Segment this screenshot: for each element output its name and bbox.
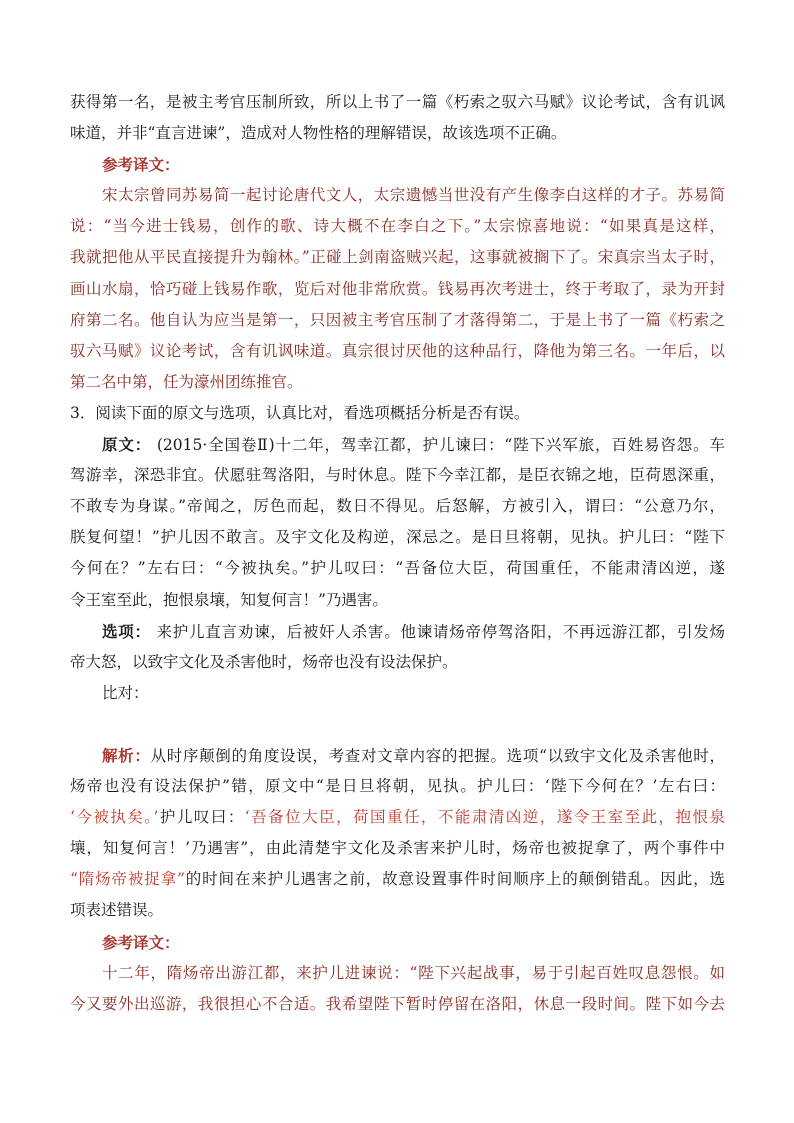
analysis-text: 从时序颠倒的角度设误，考查对文章内容的把握。选项“以致宇文化及杀害他时， bbox=[150, 746, 725, 765]
original-label: 原文： bbox=[102, 435, 152, 455]
compare-line bbox=[70, 678, 725, 709]
original-line: 今何在？”左右曰：“今被执矣。”护儿叹曰：“吾备位大臣，荷国重任，不能肃清凶逆，遂 bbox=[70, 559, 725, 578]
analysis-line bbox=[70, 802, 725, 833]
option-line bbox=[70, 616, 725, 647]
translation-1-heading bbox=[70, 149, 725, 180]
analysis-quote: ‘今被执矣。’ bbox=[70, 808, 159, 827]
translation-1-label: 参考译文： bbox=[102, 155, 180, 175]
analysis-line: 壤，知复何言！’乃遇害”，由此清楚宇文化及杀害来护儿时，炀帝也被捉拿了，两个事件中 bbox=[70, 839, 725, 858]
prev-analysis-line-2: 味道，并非“直言进谏”，造成对人物性格的理解错误，故该选项不正确。 bbox=[70, 124, 567, 143]
translation-2-heading bbox=[70, 927, 725, 958]
document-page bbox=[70, 87, 725, 1020]
translation-1-line: 宋太宗曾同苏易简一起讨论唐代文人，太宗遗憾当世没有产生像李白这样的才子。苏易简 bbox=[102, 186, 725, 205]
question-3-heading: 3．阅读下面的原文与选项，认真比对，看选项概括分析是否有误。 bbox=[70, 403, 530, 422]
analysis-line bbox=[70, 740, 725, 771]
original-line: 不敢专为身谋。”帝闻之，厉色而起，数日不得见。后怒解，方被引入，谓曰：“公意乃尔， bbox=[70, 497, 725, 516]
analysis-label: 解析： bbox=[102, 745, 151, 765]
translation-1-line: 说：“当今进士钱易，创作的歌、诗大概不在李白之下。”太宗惊喜地说：“如果真是这样， bbox=[70, 217, 725, 236]
answer-blank-space bbox=[70, 709, 725, 740]
option-label: 选项： bbox=[102, 621, 151, 641]
compare-label: 比对： bbox=[102, 683, 149, 702]
analysis-text: 护儿叹曰： bbox=[158, 808, 245, 827]
analysis-line: 项表述错误。 bbox=[70, 901, 164, 920]
analysis-line bbox=[70, 864, 725, 895]
translation-2-line: 今又要外出巡游，我很担心不合适。我希望陛下暂时停留在洛阳，休息一段时间。陛下如今去 bbox=[70, 994, 725, 1013]
analysis-text: 的时间在来护儿遇害之前，故意设置事件时间顺序上的颠倒错乱。因此，选 bbox=[184, 870, 725, 889]
prev-analysis-line-1: 获得第一名，是被主考官压制所致，所以上书了一篇《朽索之驭六马赋》议论考试，含有讥讽 bbox=[70, 93, 725, 111]
option-text: 来护儿直言劝谏，后被奸人杀害。他谏请炀帝停驾洛阳，不再远游江都，引发炀 bbox=[156, 622, 725, 641]
original-line: 驾游幸，深恐非宜。伏愿驻驾洛阳，与时休息。陛下今幸江都，是臣衣锦之地，臣荷恩深重， bbox=[70, 466, 725, 485]
original-line bbox=[70, 429, 725, 460]
translation-1-line: 画山水扇，恰巧碰上钱易作歌，览后对他非常欣赏。钱易再次考进士，终于考取了，录为开封 bbox=[70, 279, 725, 298]
analysis-quote: “隋炀帝被捉拿” bbox=[70, 870, 185, 889]
option-line: 帝大怒，以致宇文化及杀害他时，炀帝也没有设法保护。 bbox=[70, 652, 458, 671]
translation-1-line: 府第二名。他自认为应当是第一，只因被主考官压制了才落得第二，于是上书了一篇《朽索之 bbox=[70, 310, 725, 329]
translation-2-line: 十二年，隋炀帝出游江都，来护儿进谏说：“陛下兴起战事，易于引起百姓叹息怨恨。如 bbox=[102, 963, 725, 982]
original-text: 十二年，驾幸江都，护儿谏曰：“陛下兴军旅，百姓易咨怨。车 bbox=[274, 436, 725, 455]
translation-2-label: 参考译文： bbox=[102, 932, 180, 952]
translation-1-line: 第二名中第，任为濠州团练推官。 bbox=[70, 372, 303, 391]
original-line: 令王室至此，抱恨泉壤，知复何言！”乃遇害。 bbox=[70, 590, 388, 609]
analysis-line: 炀帝也没有设法保护”错，原文中“是日旦将朝，见执。护儿曰：‘陛下今何在？’左右曰： bbox=[70, 777, 725, 796]
translation-1-line: 驭六马赋》议论考试，含有讥讽味道。真宗很讨厌他的这种品行，降他为第三名。一年后，以 bbox=[70, 341, 725, 360]
original-line: 朕复何望！”护儿因不敢言。及宇文化及构逆，深忌之。是日旦将朝，见执。护儿曰：“陛下 bbox=[70, 528, 725, 547]
analysis-quote: ‘吾备位大臣，荷国重任，不能肃清凶逆，遂令王室至此，抱恨泉 bbox=[244, 808, 725, 827]
original-source: (2015·全国卷Ⅱ) bbox=[156, 436, 275, 455]
translation-1-line: 我就把他从平民直接提升为翰林。”正碰上剑南盗贼兴起，这事就被搁下了。宋真宗当太子时， bbox=[70, 248, 725, 267]
